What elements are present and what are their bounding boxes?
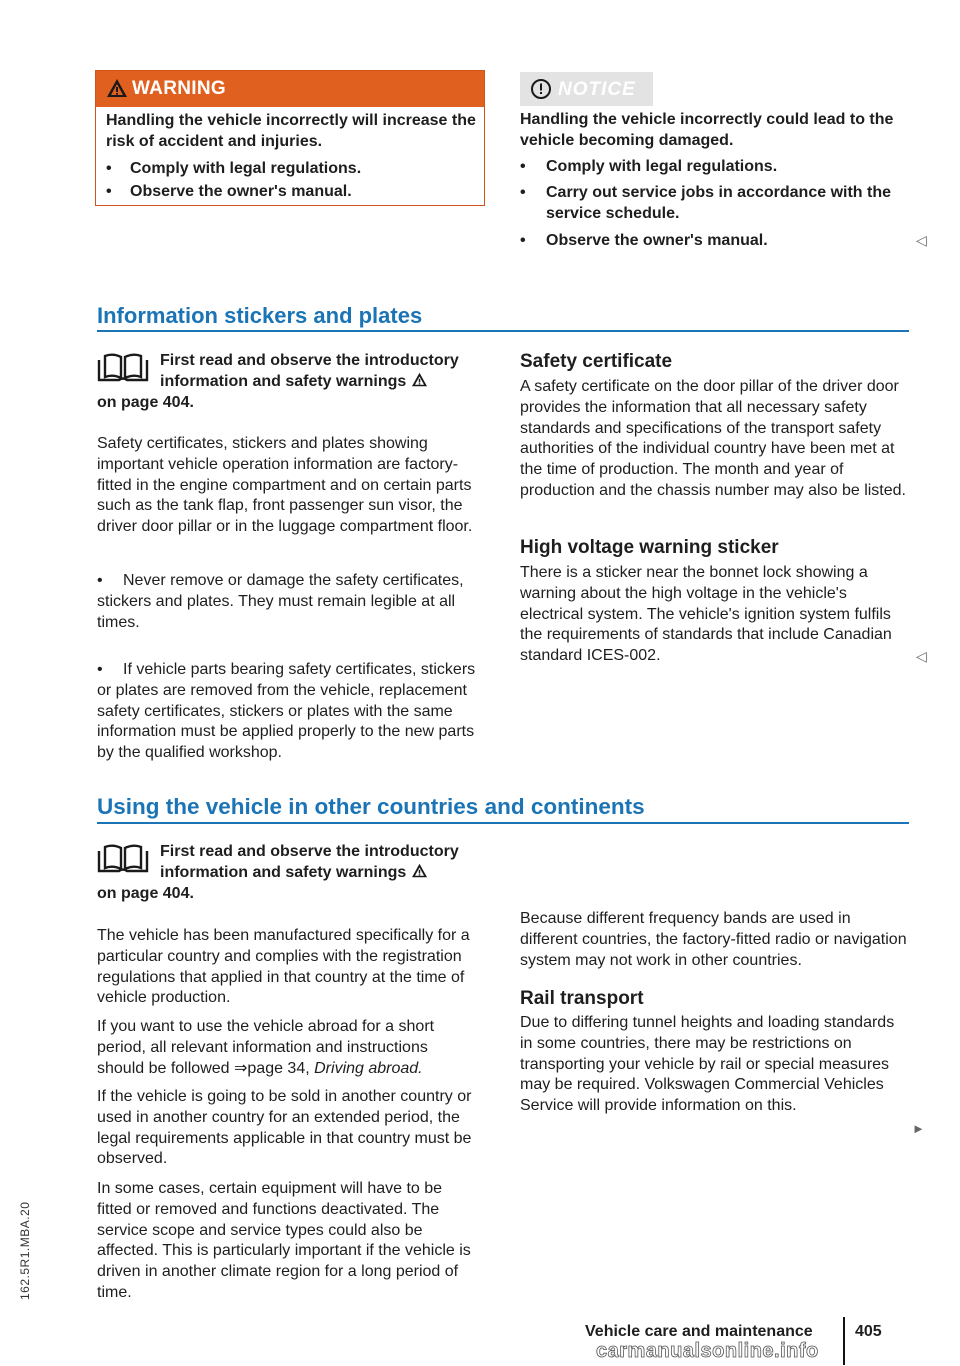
notice-circle-icon bbox=[530, 78, 552, 100]
list-item: • If vehicle parts bearing safety certificates, stickers or plates are removed from the vehicle, replacement safety certificates, stickers or plates with the same information must be applied properly to the new parts by the qualified workshop. bbox=[97, 661, 476, 762]
paragraph: If you want to use the vehicle abroad for a short period, all relevant information and instructions should be followed ⇒page 34, Driving abroad. bbox=[97, 1018, 435, 1077]
paragraph: There is a sticker near the bonnet lock showing a warning about the high voltage in the vehicle's electrical system. The vehicle's ignition system fulfils the requirements of standards that include Canadian standard ICES-002. bbox=[520, 564, 892, 665]
intro-page-ref: on page 404. bbox=[97, 885, 194, 902]
notice-lead: Handling the vehicle incorrectly could lead to the vehicle becoming damaged. bbox=[520, 111, 894, 149]
section-heading: Using the vehicle in other countries and continents bbox=[97, 794, 645, 819]
watermark: carmanualsonline.info bbox=[596, 1340, 819, 1362]
page-number: 405 bbox=[855, 1323, 882, 1340]
end-triangle-icon: ◁ bbox=[916, 232, 927, 248]
subheading: Safety certificate bbox=[520, 351, 673, 372]
notice-header bbox=[520, 72, 653, 106]
warning-triangle-icon bbox=[411, 863, 428, 878]
warning-triangle-icon bbox=[106, 78, 128, 98]
footer-divider bbox=[843, 1317, 845, 1365]
intro-text: First read and observe the introductory information and safety warnings bbox=[160, 352, 459, 390]
book-icon bbox=[97, 353, 149, 383]
footer-section-name: Vehicle care and maintenance bbox=[585, 1323, 813, 1340]
continue-arrow-icon: ► bbox=[912, 1121, 925, 1136]
warning-header bbox=[96, 71, 484, 107]
paragraph: Due to differing tunnel heights and loading standards in some countries, there may be restrictions on transporting your vehicle by rail or special measures may be required. Volkswagen Commercial Vehicles Service will provide information on this. bbox=[520, 1014, 895, 1115]
warning-triangle-icon bbox=[411, 372, 428, 387]
section-rule bbox=[97, 822, 909, 824]
notice-title: NOTICE bbox=[558, 79, 636, 100]
paragraph: In some cases, certain equipment will have to be fitted or removed and functions deactivated. The service scope and service types could also be affected. This is particularly important if the vehicle is driven in another climate region for a long period of time. bbox=[97, 1180, 471, 1301]
subheading: Rail transport bbox=[520, 988, 644, 1009]
paragraph: A safety certificate on the door pillar of the driver door provides the information that all necessary safety standards and specifications of the transport safety authorities of the individual country have been met at the time of production. The month and year of production and the chassis number may also be listed. bbox=[520, 378, 906, 499]
warning-lead: Handling the vehicle incorrectly will increase the risk of accident and injuries. bbox=[106, 112, 476, 150]
document-code: 162.5R1.MBA.20 bbox=[18, 1201, 32, 1300]
intro-page-ref: on page 404. bbox=[97, 394, 194, 411]
paragraph: The vehicle has been manufactured specifically for a particular country and complies with the registration regulations that applied in that country at the time of vehicle production. bbox=[97, 927, 470, 1007]
book-icon bbox=[97, 844, 149, 874]
paragraph: Safety certificates, stickers and plates showing important vehicle operation information are factory-fitted in the engine compartment and on certain parts such as the tank flap, front passenger sun visor, the driver door pillar or in the luggage compartment floor. bbox=[97, 435, 473, 536]
paragraph: Because different frequency bands are used in different countries, the factory-fitted radio or navigation system may not work in other countries. bbox=[520, 910, 907, 969]
subheading: High voltage warning sticker bbox=[520, 537, 779, 558]
warning-box: WARNING Handling the vehicle incorrectly will increase the risk of accident and injuries. • Comply with legal regulations. • Observe the owner's manual. bbox=[95, 70, 485, 206]
warning-title: WARNING bbox=[132, 78, 226, 99]
section-rule bbox=[97, 330, 909, 332]
intro-text: First read and observe the introductory information and safety warnings bbox=[160, 843, 459, 881]
paragraph: If the vehicle is going to be sold in another country or used in another country for an extended period, the legal requirements applicable in that country must be observed. bbox=[97, 1088, 472, 1168]
list-item: • Never remove or damage the safety certificates, stickers and plates. They must remain legible at all times. bbox=[97, 572, 464, 631]
page-link[interactable]: ⇒page 34, bbox=[233, 1059, 310, 1077]
section-heading: Information stickers and plates bbox=[97, 303, 423, 328]
end-triangle-icon: ◁ bbox=[916, 648, 927, 664]
